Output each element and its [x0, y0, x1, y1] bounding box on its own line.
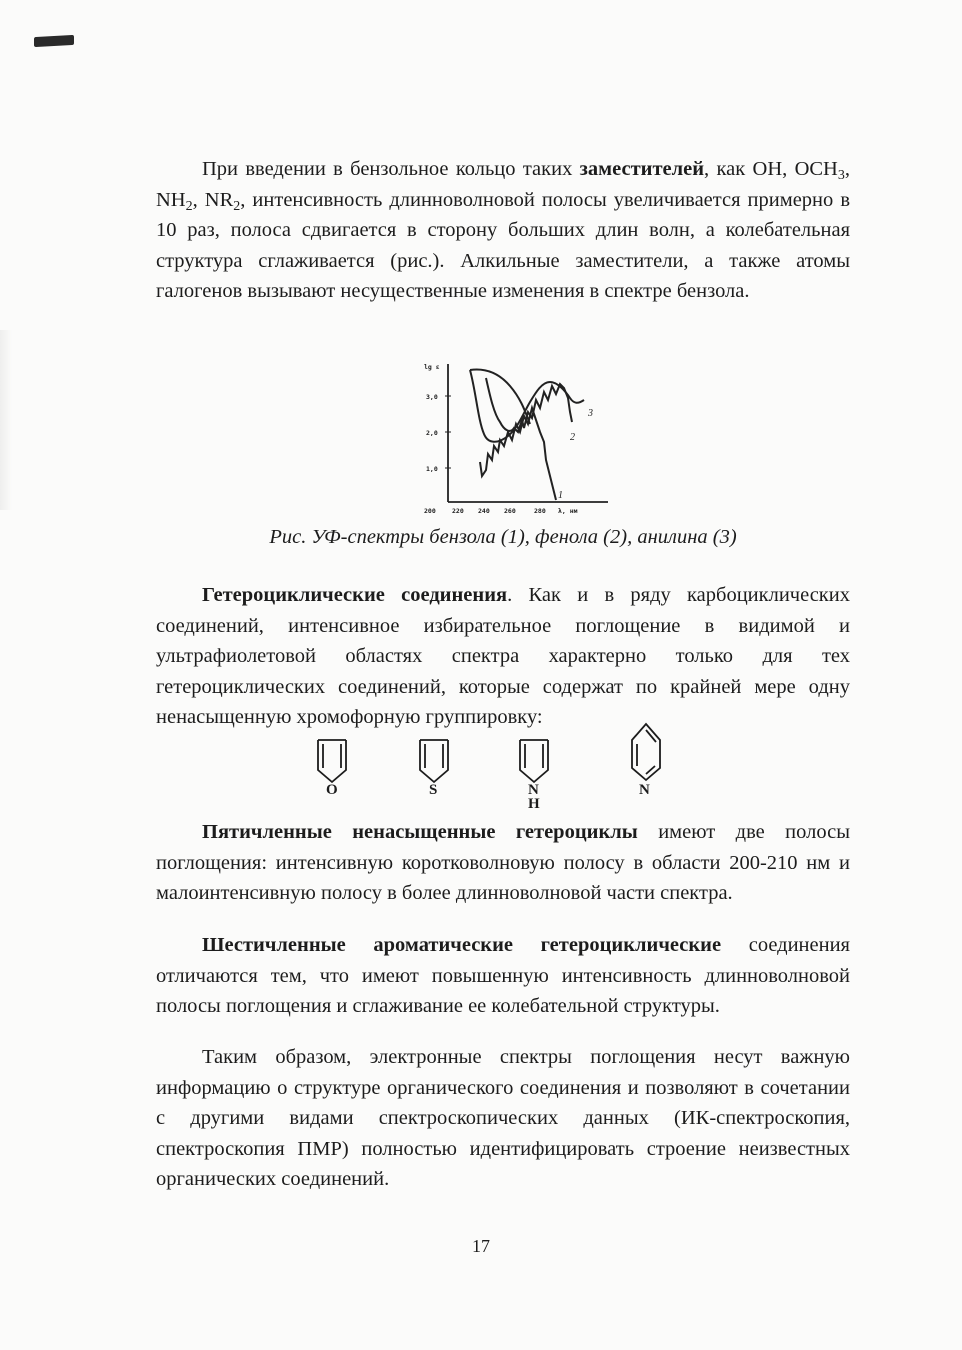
paragraph-heterocyclic [156, 580, 850, 733]
p2-text: . Как и в ряду карбоциклических соединений, интенсивное избирательное поглощение в видимой и ультрафиолетовой областях спектра характерно только для тех гетероциклических соединений, которые содержат по крайней мере одну ненасыщенную хромофорную группировку: [156, 584, 850, 728]
y-tick-label: 3,0 [426, 393, 438, 401]
x-tick-label: 220 [452, 507, 464, 515]
curve-label-1: 1 [558, 490, 563, 501]
heterocycle-structures [296, 722, 696, 814]
y-tick-label: 2,0 [426, 429, 438, 437]
uv-spectra-plot [418, 352, 618, 522]
figure-caption: Рис. УФ-спектры бензола (1), фенола (2), анилина (3) [269, 526, 737, 548]
paragraph-six-membered [156, 930, 850, 1022]
p5-text: Таким образом, электронные спектры поглощения несут важную информацию о структуре органического соединения и позволяют в сочетании с другими видами спектроскопических данных (ИК-спектроскопия, спектроскопия ПМР) полностью идентифицировать строение неизвестных органических соединений. [156, 1046, 850, 1190]
scan-artifact [34, 35, 74, 47]
p1-text-och: , как OH, OCH [704, 158, 838, 180]
x-tick-label: 240 [478, 507, 490, 515]
p3-bold-term: Пятичленные ненасыщенные гетероциклы [202, 821, 638, 843]
p1-sub-3: 3 [837, 168, 845, 183]
page-number: 17 [472, 1236, 490, 1256]
pyrrole-h-atom: H [528, 796, 540, 812]
pyrrole-ring [520, 740, 548, 782]
x-tick-label: 260 [504, 507, 516, 515]
p4-bold-term: Шестичленные ароматические гетероциклические [202, 934, 722, 956]
uv-spectra-figure [418, 352, 618, 522]
paragraph-conclusion [156, 1042, 850, 1195]
y-tick-label: 1,0 [426, 465, 438, 473]
p1-text-nr: , NR [192, 188, 234, 211]
curve-label-3: 3 [588, 408, 593, 419]
y-axis-label: lg ε [424, 363, 440, 371]
paragraph-five-membered [156, 817, 850, 909]
thiophene-s-atom: S [429, 782, 438, 798]
p1-text-rest: , интенсивность длинноволновой полосы увеличивается примерно в 10 раз, полоса сдвигается в сторону больших длин волн, а колебательная структура сглаживается (рис.). Алкильные заместители, а также атомы галогенов вызывают несущественные изменения в спектре бензола. [156, 188, 851, 302]
thiophene-ring [420, 740, 448, 782]
paragraph-substituents [156, 154, 850, 307]
scan-shadow [0, 330, 12, 510]
curve-label-2: 2 [570, 432, 575, 443]
p1-text-start: При введении в бензольное кольцо таких [202, 158, 580, 180]
p3-text: имеют две полосы поглощения: интенсивную коротковолновую полосу в области 200-210 нм и малоинтенсивную полосу в более длинноволновой части спектра. [156, 821, 850, 904]
x-ticks [424, 507, 578, 515]
furan-ring [318, 740, 346, 782]
heterocycle-rings [296, 722, 696, 814]
pyridine-n-atom: N [639, 782, 650, 798]
pyrrole-n-atom: N [528, 782, 539, 798]
p1-sub-2a: 2 [185, 198, 193, 214]
x-tick-label: 200 [424, 507, 436, 515]
pyridine-ring [632, 724, 660, 780]
p4-text: соединения отличаются тем, что имеют повышенную интенсивность длинноволновой полосы поглощения и сглаживание ее колебательной структуры. [156, 934, 850, 1017]
p2-bold-term: Гетероциклические соединения [202, 584, 508, 606]
p1-sub-2b: 2 [233, 198, 241, 214]
furan-o-atom: O [326, 782, 338, 798]
x-tick-label: 280 [534, 507, 546, 515]
p1-text-nh: , NH [156, 158, 850, 211]
p1-bold-term: заместителей [579, 158, 705, 180]
x-unit-label: λ, нм [558, 507, 578, 515]
